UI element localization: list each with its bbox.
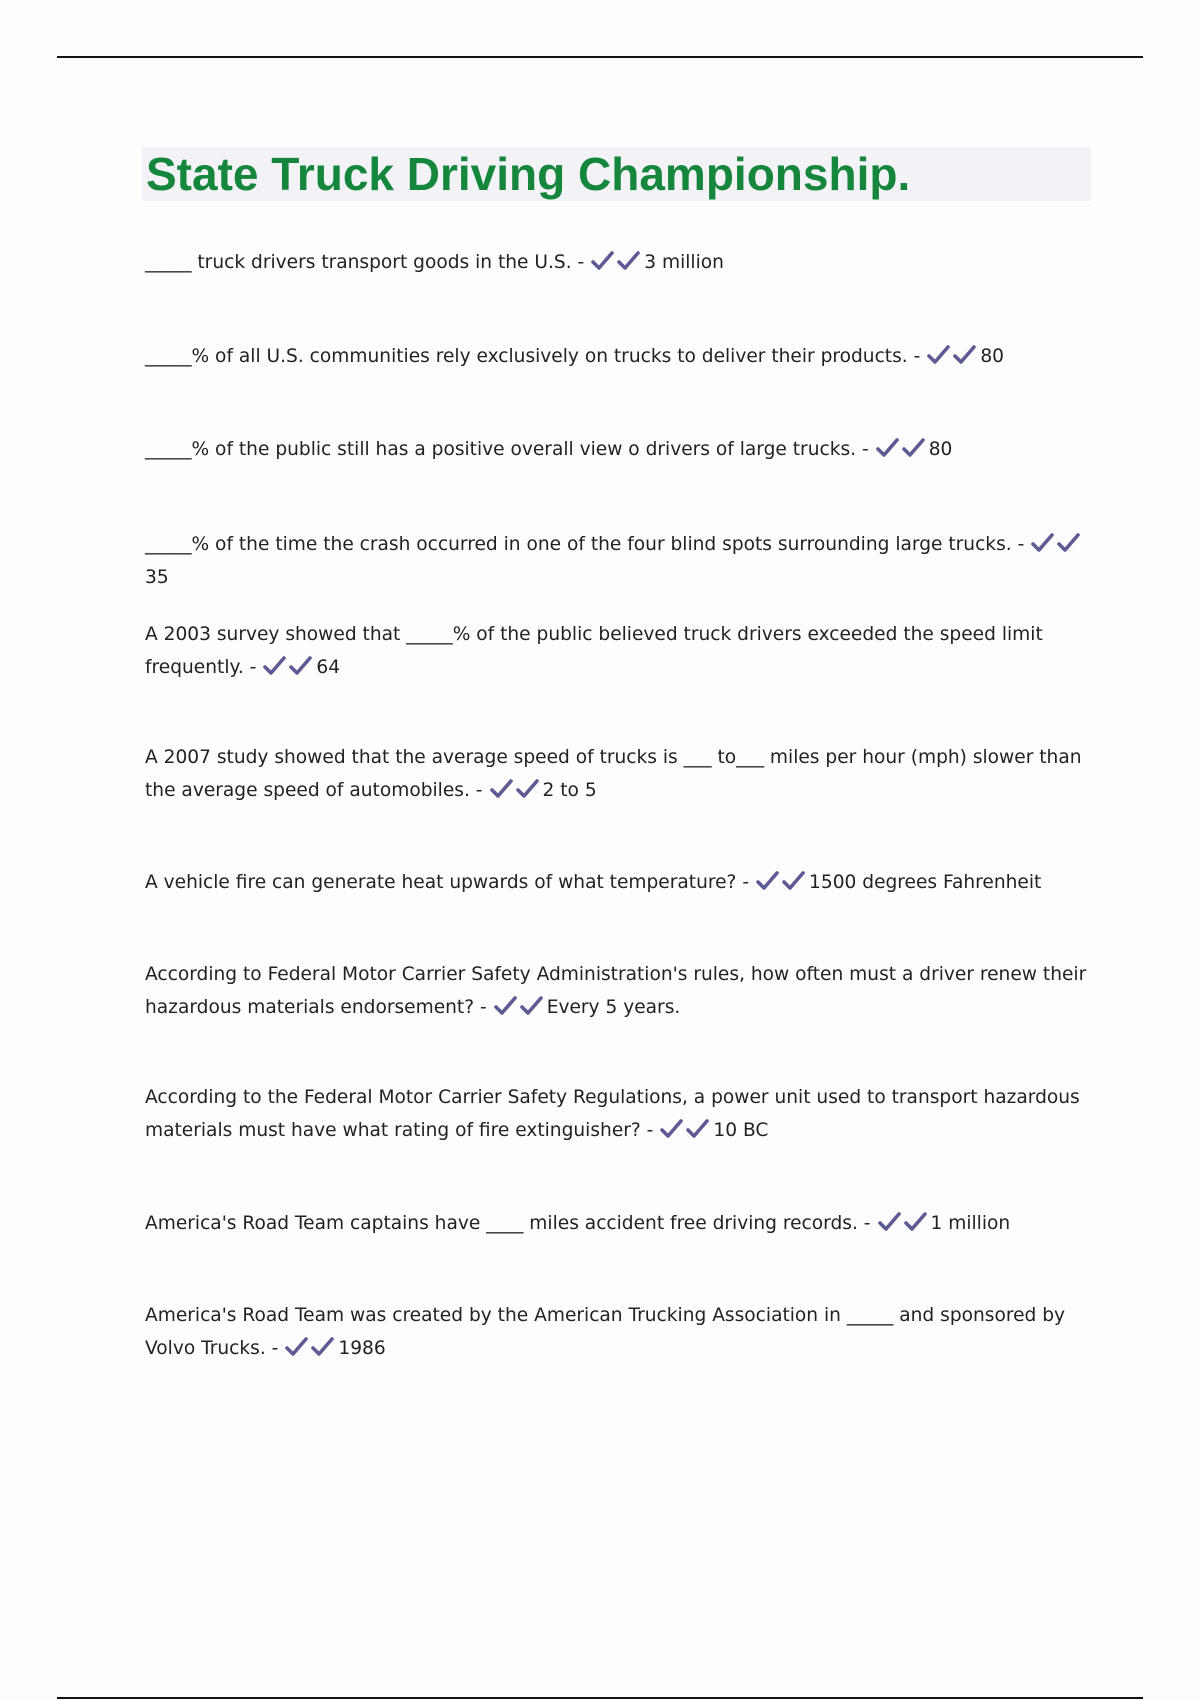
top-rule xyxy=(57,56,1143,58)
check-icon xyxy=(284,1336,310,1358)
check-icon xyxy=(952,344,978,366)
answer-checkmarks xyxy=(877,1207,929,1240)
answer-text: 35 xyxy=(145,567,169,588)
check-icon xyxy=(877,1211,903,1233)
qa-item xyxy=(145,618,1095,684)
question-text: _____ truck drivers transport goods in the U.S. - xyxy=(145,252,585,273)
check-icon xyxy=(310,1336,336,1358)
check-icon xyxy=(901,437,927,459)
answer-text: 3 million xyxy=(644,252,724,273)
qa-item xyxy=(145,741,1095,807)
qa-item xyxy=(145,866,1095,899)
answer-text: 10 BC xyxy=(713,1120,769,1141)
answer-checkmarks xyxy=(659,1114,711,1147)
check-icon xyxy=(875,437,901,459)
answer-text: 1500 degrees Fahrenheit xyxy=(809,872,1042,893)
check-icon xyxy=(515,778,541,800)
qa-item xyxy=(145,1207,1095,1240)
answer-checkmarks xyxy=(493,991,545,1024)
answer-text: 1986 xyxy=(338,1338,386,1359)
answer-checkmarks xyxy=(875,433,927,466)
bottom-rule xyxy=(57,1697,1143,1699)
answer-text: 64 xyxy=(316,657,341,678)
question-text: America's Road Team captains have ____ miles accident free driving records. - xyxy=(145,1213,871,1234)
question-text: _____% of all U.S. communities rely exclusively on trucks to deliver their products. - xyxy=(145,346,921,367)
answer-text: 80 xyxy=(928,439,953,460)
question-text: _____% of the time the crash occurred in one of the four blind spots surrounding large trucks. - xyxy=(145,534,1025,555)
answer-checkmarks xyxy=(926,340,978,373)
check-icon xyxy=(519,995,545,1017)
answer-checkmarks xyxy=(1030,528,1082,561)
answer-text: 80 xyxy=(980,346,1004,367)
page-title: State Truck Driving Championship. xyxy=(146,148,911,200)
qa-item xyxy=(145,958,1095,1024)
check-icon xyxy=(903,1211,929,1233)
answer-text: 2 to 5 xyxy=(542,780,597,801)
check-icon xyxy=(685,1118,711,1140)
question-text: America's Road Team was created by the American Trucking Association in _____ and sponsored by Volvo Trucks. - xyxy=(145,1305,1066,1359)
check-icon xyxy=(1030,532,1056,554)
qa-item xyxy=(145,528,1095,594)
answer-text: Every 5 years. xyxy=(546,997,681,1018)
check-icon xyxy=(1056,532,1082,554)
question-text: A 2007 study showed that the average speed of trucks is ___ to___ miles per hour (mph) slower than the average speed of automobiles. - xyxy=(145,747,1082,801)
check-icon xyxy=(493,995,519,1017)
check-icon xyxy=(590,250,616,272)
answer-checkmarks xyxy=(262,651,314,684)
check-icon xyxy=(926,344,952,366)
check-icon xyxy=(659,1118,685,1140)
answer-checkmarks xyxy=(590,246,642,279)
check-icon xyxy=(781,870,807,892)
question-text: _____% of the public still has a positive overall view o drivers of large trucks. - xyxy=(145,439,869,460)
question-text: A vehicle fire can generate heat upwards of what temperature? - xyxy=(145,872,750,893)
answer-text: 1 million xyxy=(930,1213,1011,1234)
question-text: According to the Federal Motor Carrier Safety Regulations, a power unit used to transport hazardous materials must have what rating of fire extinguisher? - xyxy=(145,1087,1080,1141)
question-text: A 2003 survey showed that _____% of the public believed truck drivers exceeded the speed limit frequently. - xyxy=(145,624,1043,678)
qa-item xyxy=(145,340,1095,373)
answer-checkmarks xyxy=(489,774,541,807)
answer-checkmarks xyxy=(284,1332,336,1365)
check-icon xyxy=(616,250,642,272)
check-icon xyxy=(262,655,288,677)
answer-checkmarks xyxy=(755,866,807,899)
check-icon xyxy=(489,778,515,800)
qa-item xyxy=(145,246,1095,279)
check-icon xyxy=(288,655,314,677)
qa-item xyxy=(145,1081,1095,1147)
qa-item xyxy=(145,1299,1095,1365)
qa-item xyxy=(145,433,1095,466)
check-icon xyxy=(755,870,781,892)
question-text: According to Federal Motor Carrier Safety Administration's rules, how often must a driver renew their hazardous materials endorsement? - xyxy=(145,964,1087,1018)
